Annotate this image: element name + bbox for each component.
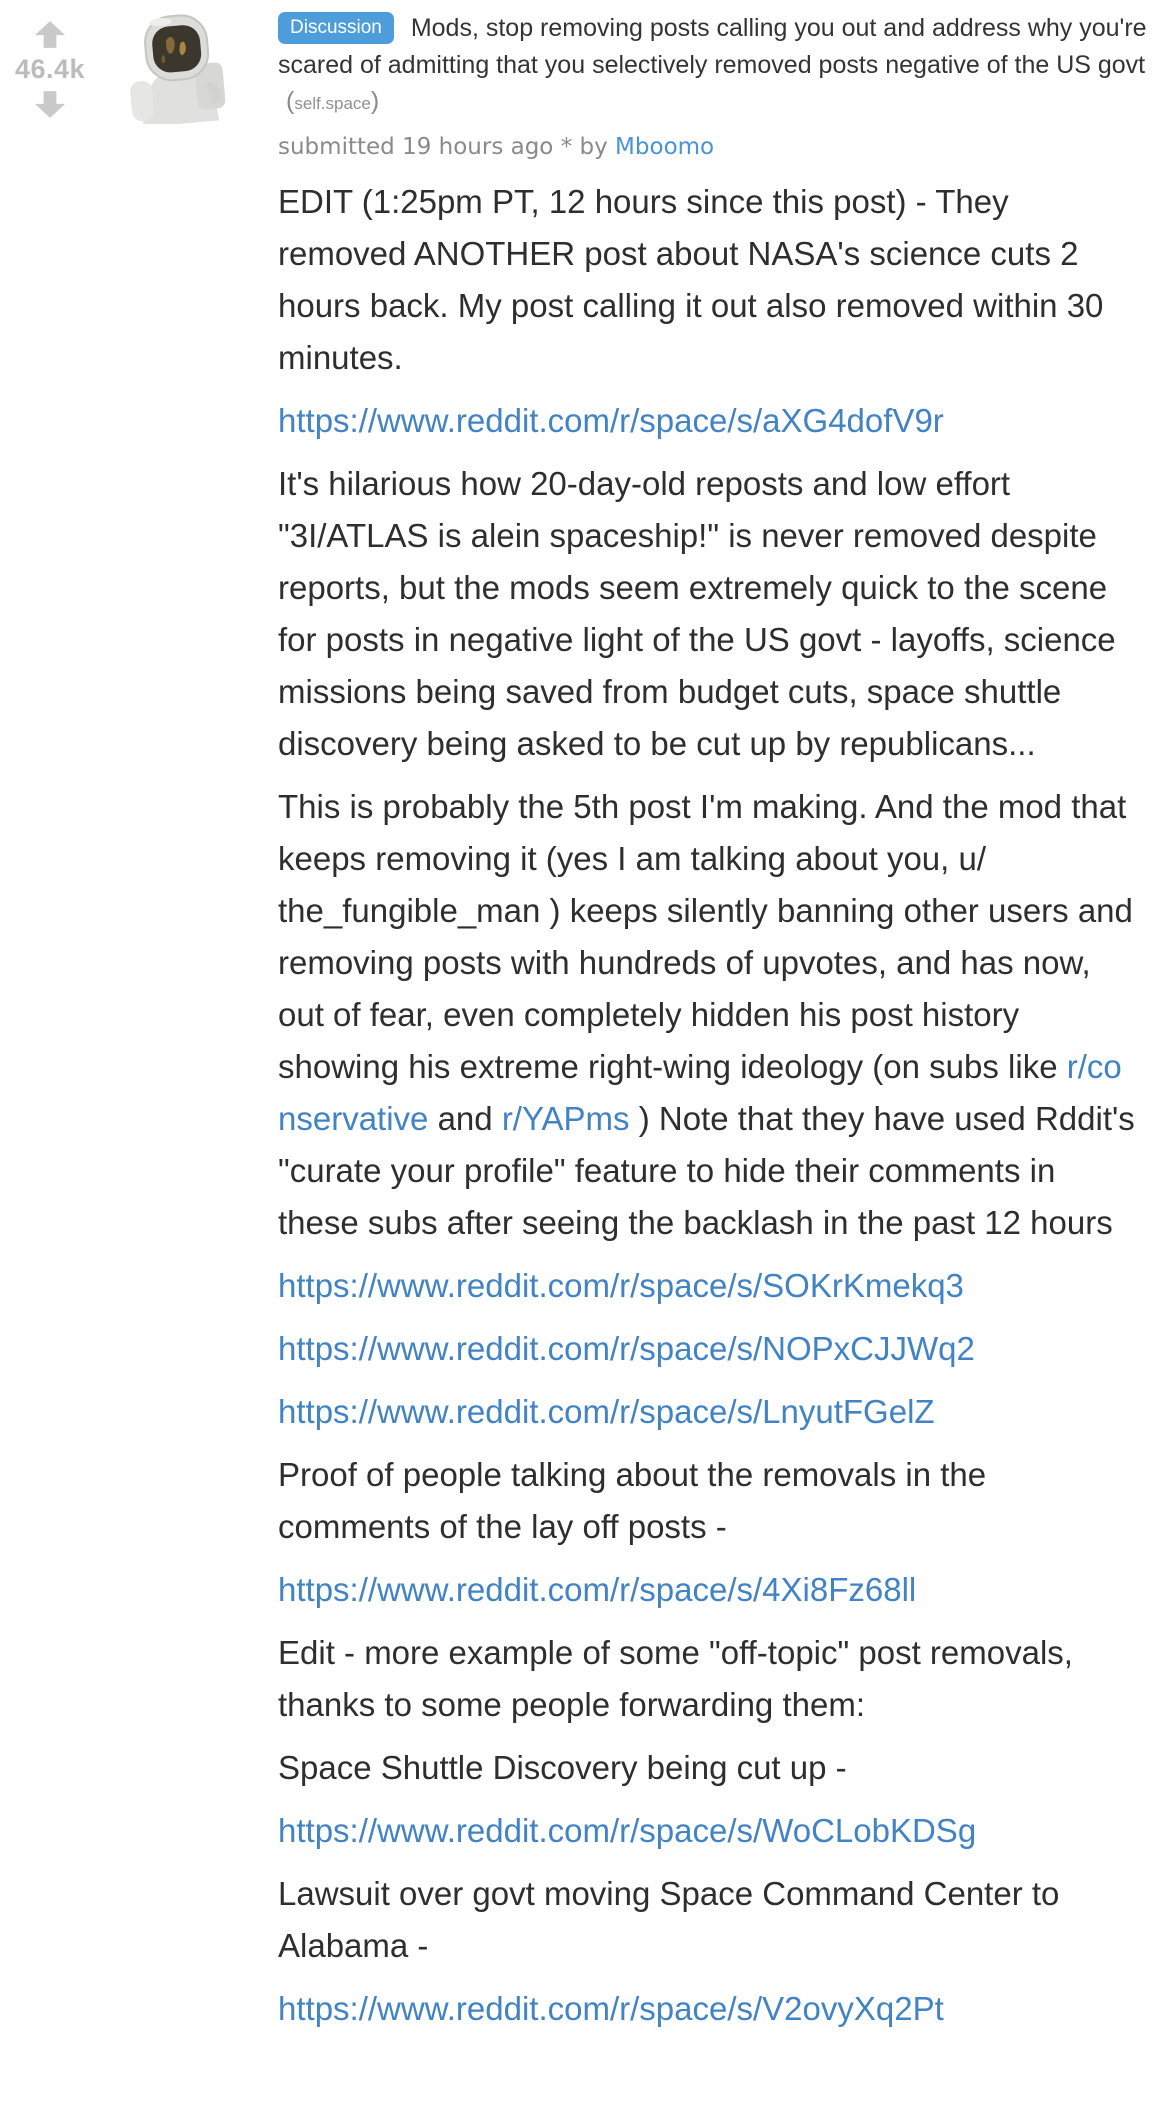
link-flair-badge: Discussion: [278, 12, 394, 44]
paragraph-lawsuit: Lawsuit over govt moving Space Command Center to Alabama -: [278, 1875, 1060, 1964]
paragraph-hilarious: It's hilarious how 20-day-old reposts and low effort "3I/ATLAS is alein spaceship!" is never removed despite reports, but the mods seem extremely quick to the scene for posts in negative light of the US govt - layoffs, science missions being saved from budget cuts, space shuttle discovery being asked to be cut up by republicans...: [278, 465, 1116, 762]
paragraph-5th-post-text-b: and: [428, 1100, 502, 1137]
tagline-time: 19 hours ago: [402, 134, 554, 160]
domain-paren-open: (: [286, 87, 295, 115]
post-title-link[interactable]: Mods, stop removing posts calling you out and address why you're scared of admitting that you selectively removed posts negative of the US govt: [278, 14, 1147, 79]
paragraph-discovery: Space Shuttle Discovery being cut up -: [278, 1749, 847, 1786]
paragraph-edit2: Edit - more example of some "off-topic" post removals, thanks to some people forwarding them:: [278, 1634, 1073, 1723]
post-entry: [278, 10, 1150, 2046]
paragraph-edit1: EDIT (1:25pm PT, 12 hours since this post) - They removed ANOTHER post about NASA's science cuts 2 hours back. My post calling it out also removed within 30 minutes.: [278, 183, 1104, 376]
tagline-edited-asterisk: *: [560, 134, 573, 160]
post-score: 46.4k: [14, 54, 86, 84]
paragraph-proof: Proof of people talking about the removals in the comments of the lay off posts -: [278, 1456, 987, 1545]
downvote-icon[interactable]: [33, 90, 67, 119]
tagline-submitted: submitted: [278, 134, 395, 160]
paragraph-5th-post: [278, 781, 1138, 1249]
subreddit-link-conservative[interactable]: r/conservative: [278, 1048, 1122, 1137]
post-domain: [286, 87, 380, 115]
post-selftext: [278, 176, 1138, 2035]
post-thumbnail-astronaut[interactable]: [114, 4, 236, 124]
upvote-icon[interactable]: [33, 20, 67, 49]
body-link-6[interactable]: https://www.reddit.com/r/space/s/WoCLobKDSg: [278, 1812, 977, 1849]
body-link-2[interactable]: https://www.reddit.com/r/space/s/SOKrKmekq3: [278, 1267, 964, 1304]
paragraph-5th-post-text-c: ) Note that they have used Rddit's "curate your profile" feature to hide their comments in these subs after seeing the backlash in the past 12 hours: [278, 1100, 1135, 1241]
body-link-4[interactable]: https://www.reddit.com/r/space/s/LnyutFGelZ: [278, 1393, 935, 1430]
body-link-5[interactable]: https://www.reddit.com/r/space/s/4Xi8Fz68ll: [278, 1571, 917, 1608]
author-link[interactable]: Mboomo: [615, 134, 715, 160]
body-link-7[interactable]: https://www.reddit.com/r/space/s/V2ovyXq2Pt: [278, 1990, 944, 2027]
domain-paren-close: ): [370, 87, 380, 115]
vote-column: [14, 20, 86, 119]
tagline-by: by: [579, 134, 608, 160]
body-link-3[interactable]: https://www.reddit.com/r/space/s/NOPxCJJWq2: [278, 1330, 975, 1367]
paragraph-5th-post-text-a: This is probably the 5th post I'm making. And the mod that keeps removing it (yes I am talking about you, u/ the_fungible_man ) keeps silently banning other users and removing posts with hundreds of upvotes, and has now, out of fear, even completely hidden his post history showing his extreme right-wing ideology (on subs like: [278, 788, 1133, 1085]
post-tagline: [278, 134, 1150, 160]
subreddit-link-yapms[interactable]: r/YAPms: [501, 1100, 630, 1137]
body-link-1[interactable]: https://www.reddit.com/r/space/s/aXG4dofV9r: [278, 402, 944, 439]
post-title-row: [278, 10, 1150, 122]
domain-text[interactable]: self.space: [294, 94, 371, 113]
